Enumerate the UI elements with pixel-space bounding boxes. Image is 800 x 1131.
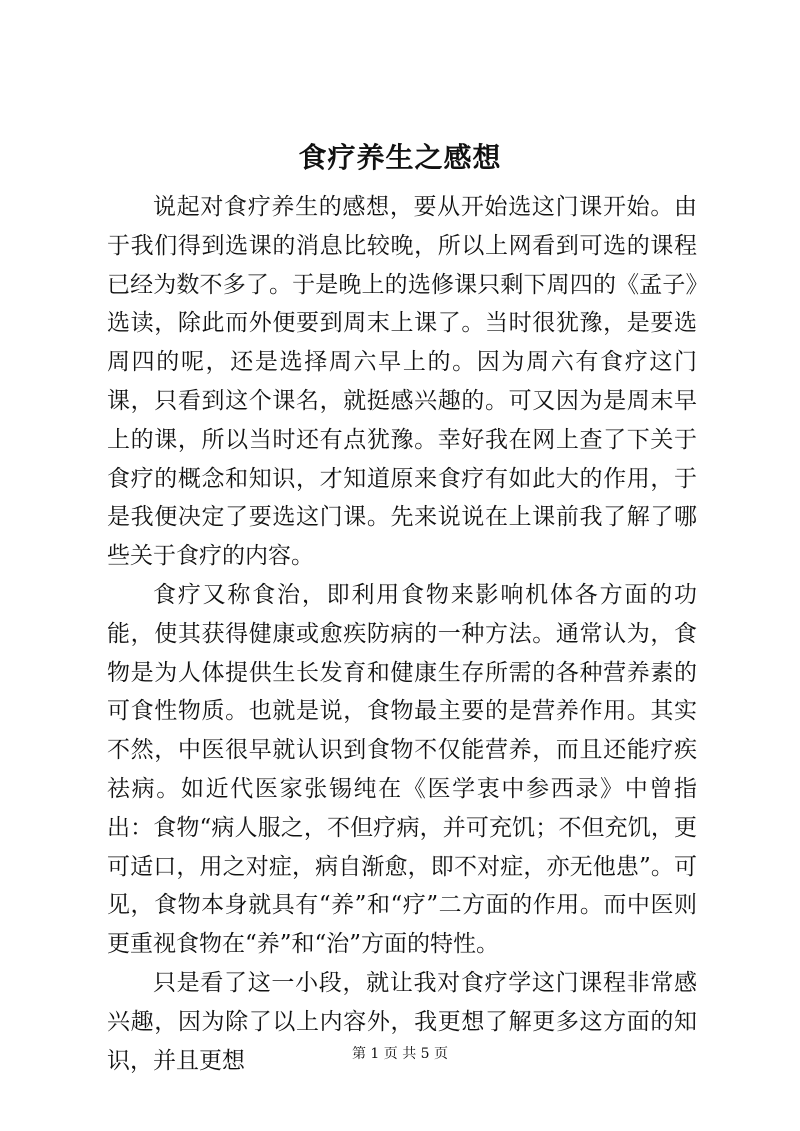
page-footer: 第 1 页 共 5 页 <box>351 1046 449 1062</box>
document-title: 食疗养生之感想 <box>298 141 502 174</box>
paragraph-1: 说起对食疗养生的感想，要从开始选这门课开始。由于我们得到选课的消息比较晚，所以上网看到可选的课程已经为数不多了。于是晚上的选修课只剩下周四的《孟子》选读，除此而外便要到周末上课了。当时很犹豫，是要选周四的呢，还是选择周六早上的。因为周六有食疗这门课，只看到这个课名，就挺感兴趣的。可又因为是周末早上的课，所以当时还有点犹豫。幸好我在网上查了下关于食疗的概念和知识，才知道原来食疗有如此大的作用，于是我便决定了要选这门课。先来说说在上课前我了解了哪些关于食疗的内容。 <box>107 194 697 570</box>
paragraph-2: 食疗又称食治，即利用食物来影响机体各方面的功能，使其获得健康或愈疾防病的一种方法。通常认为，食物是为人体提供生长发育和健康生存所需的各种营养素的可食性物质。也就是说，食物最主要的是营养作用。其实不然，中医很早就认识到食物不仅能营养，而且还能疗疾祛病。如近代医家张锡纯在《医学衷中参西录》中曾指出：食物“病人服之，不但疗病，并可充饥；不但充饥，更可适口，用之对症，病自渐愈，即不对症，亦无他患”。可见，食物本身就具有“养”和“疗”二方面的作用。而中医则更重视食物在“养”和“治”方面的特性。 <box>107 581 697 958</box>
document-body <box>107 188 697 1080</box>
paragraph-3: 只是看了这一小段，就让我对食疗学这门课程非常感兴趣，因为除了以上内容外，我更想了解更多这方面的知识，并且更想 <box>107 969 697 1074</box>
